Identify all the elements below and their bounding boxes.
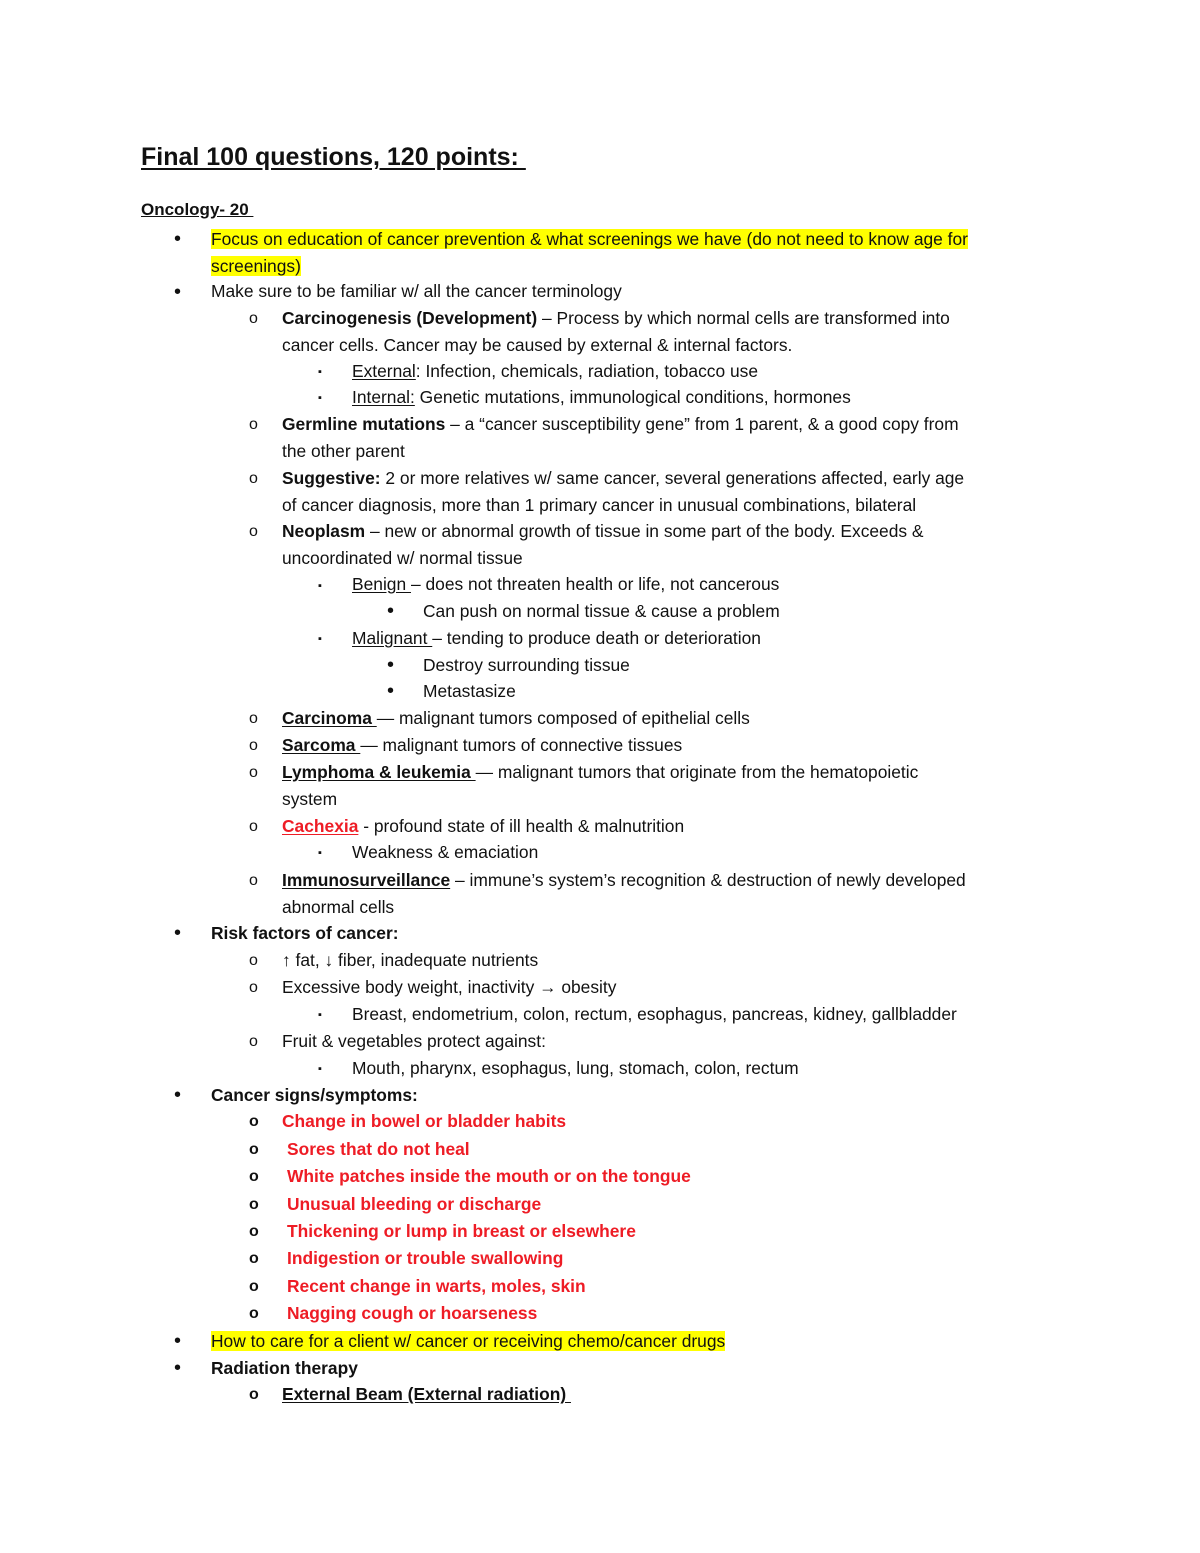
symptom-item: Change in bowel or bladder habits bbox=[282, 1111, 567, 1131]
term-label: Neoplasm bbox=[282, 521, 366, 541]
term-label: External bbox=[352, 361, 416, 381]
risk-item-weight bbox=[282, 975, 616, 999]
term-carcinogenesis-continued: cancer cells. Cancer may be caused by external & internal factors. bbox=[282, 335, 793, 355]
term-immunosurveillance-continued: abnormal cells bbox=[282, 897, 395, 917]
circle-marker: o bbox=[249, 1250, 259, 1267]
term-definition: : Infection, chemicals, radiation, tobacco use bbox=[415, 361, 758, 381]
highlighted-text: How to care for a client w/ cancer or receiving chemo/cancer drugs bbox=[211, 1331, 726, 1351]
list-item-risk-factors: Risk factors of cancer: bbox=[211, 923, 399, 943]
term-definition: – new or abnormal growth of tissue in some part of the body. Exceeds & bbox=[365, 521, 924, 541]
list-item-signs-symptoms: Cancer signs/symptoms: bbox=[211, 1085, 418, 1105]
circle-marker: o bbox=[249, 979, 258, 996]
term-germline bbox=[282, 412, 959, 436]
circle-marker: o bbox=[249, 416, 258, 433]
term-definition: – tending to produce death or deterioration bbox=[432, 628, 761, 648]
sub-item-external bbox=[352, 359, 758, 383]
term-definition: 2 or more relatives w/ same cancer, several generations affected, early age bbox=[380, 468, 965, 488]
circle-marker: o bbox=[249, 1386, 259, 1403]
circle-marker: o bbox=[249, 1278, 259, 1295]
bullet-marker: • bbox=[174, 228, 182, 250]
term-definition: — malignant tumors composed of epithelial cells bbox=[376, 708, 750, 728]
term-definition: — malignant tumors of connective tissues bbox=[360, 735, 683, 755]
term-label: Immunosurveillance bbox=[282, 870, 451, 890]
sub-item-obesity-cancers: Breast, endometrium, colon, rectum, esophagus, pancreas, kidney, gallbladder bbox=[352, 1004, 957, 1024]
bullet-marker: • bbox=[387, 654, 395, 676]
term-label: Internal: bbox=[352, 387, 415, 407]
sub-item-cachexia: Weakness & emaciation bbox=[352, 842, 539, 862]
list-item-focus-continued bbox=[211, 254, 301, 278]
circle-marker: o bbox=[249, 1033, 258, 1050]
term-definition: – Process by which normal cells are transformed into bbox=[537, 308, 950, 328]
radiation-item-external-beam: External Beam (External radiation) bbox=[282, 1384, 571, 1404]
circle-marker: o bbox=[249, 710, 258, 727]
page-title: Final 100 questions, 120 points: bbox=[141, 143, 526, 171]
symptom-item: Sores that do not heal bbox=[287, 1139, 470, 1159]
sub-sub-item-benign: Can push on normal tissue & cause a problem bbox=[423, 601, 780, 621]
circle-marker: o bbox=[249, 1113, 259, 1130]
symptom-item: Nagging cough or hoarseness bbox=[287, 1303, 538, 1323]
term-definition: Genetic mutations, immunological conditions, hormones bbox=[414, 387, 851, 407]
circle-marker: o bbox=[249, 1168, 259, 1185]
bullet-marker: • bbox=[174, 1357, 182, 1379]
list-item-focus bbox=[211, 227, 968, 251]
square-marker: ▪ bbox=[318, 847, 322, 859]
bullet-marker: • bbox=[174, 1330, 182, 1352]
term-definition: – immune’s system’s recognition & destruction of newly developed bbox=[450, 870, 966, 890]
square-marker: ▪ bbox=[318, 1063, 322, 1075]
bullet-marker: • bbox=[174, 281, 182, 303]
symptom-item: Indigestion or trouble swallowing bbox=[287, 1248, 564, 1268]
risk-text: Excessive body weight, inactivity bbox=[282, 977, 540, 997]
term-definition: — malignant tumors that originate from the hematopoietic bbox=[475, 762, 919, 782]
sub-item-malignant bbox=[352, 626, 761, 650]
term-lymphoma bbox=[282, 760, 918, 784]
term-label: Germline mutations bbox=[282, 414, 446, 434]
sub-item-protected-sites: Mouth, pharynx, esophagus, lung, stomach, colon, rectum bbox=[352, 1058, 799, 1078]
term-label: Sarcoma bbox=[282, 735, 361, 755]
bullet-marker: • bbox=[174, 922, 182, 944]
circle-marker: o bbox=[249, 523, 258, 540]
term-neoplasm bbox=[282, 519, 924, 543]
highlighted-text: Focus on education of cancer prevention & what screenings we have (do not need to know age for bbox=[211, 229, 968, 249]
sub-sub-item-destroy: Destroy surrounding tissue bbox=[423, 655, 630, 675]
symptom-item: Unusual bleeding or discharge bbox=[287, 1194, 542, 1214]
term-cachexia bbox=[282, 814, 684, 838]
circle-marker: o bbox=[249, 764, 258, 781]
term-label: Carcinoma bbox=[282, 708, 377, 728]
circle-marker: o bbox=[249, 1141, 259, 1158]
bullet-marker: • bbox=[387, 680, 395, 702]
arrow-right-icon: → bbox=[539, 977, 557, 997]
highlighted-text: screenings) bbox=[211, 256, 301, 276]
circle-marker: o bbox=[249, 737, 258, 754]
circle-marker: o bbox=[249, 1305, 259, 1322]
circle-marker: o bbox=[249, 952, 258, 969]
risk-item-fruit: Fruit & vegetables protect against: bbox=[282, 1031, 546, 1051]
bullet-marker: • bbox=[174, 1084, 182, 1106]
square-marker: ▪ bbox=[318, 392, 322, 404]
term-immunosurveillance bbox=[282, 868, 966, 892]
circle-marker: o bbox=[249, 872, 258, 889]
square-marker: ▪ bbox=[318, 633, 322, 645]
term-label: Carcinogenesis (Development) bbox=[282, 308, 538, 328]
term-carcinoma bbox=[282, 706, 750, 730]
bullet-marker: • bbox=[387, 600, 395, 622]
circle-marker: o bbox=[249, 818, 258, 835]
list-item-care bbox=[211, 1329, 725, 1353]
term-suggestive-continued: of cancer diagnosis, more than 1 primary cancer in unusual combinations, bilateral bbox=[282, 495, 917, 515]
term-definition: – a “cancer susceptibility gene” from 1 parent, & a good copy from bbox=[445, 414, 959, 434]
sub-item-benign bbox=[352, 572, 779, 596]
circle-marker: o bbox=[249, 310, 258, 327]
risk-item-diet: ↑ fat, ↓ fiber, inadequate nutrients bbox=[282, 950, 539, 970]
term-label: Malignant bbox=[352, 628, 433, 648]
term-label: Benign bbox=[352, 574, 411, 594]
term-suggestive bbox=[282, 466, 964, 490]
section-heading-oncology: Oncology- 20 bbox=[141, 200, 254, 219]
term-germline-continued: the other parent bbox=[282, 441, 405, 461]
term-definition: - profound state of ill health & malnutrition bbox=[358, 816, 685, 836]
circle-marker: o bbox=[249, 470, 258, 487]
sub-item-internal bbox=[352, 385, 851, 409]
symptom-item: Recent change in warts, moles, skin bbox=[287, 1276, 586, 1296]
list-item-radiation-therapy: Radiation therapy bbox=[211, 1358, 358, 1378]
circle-marker: o bbox=[249, 1196, 259, 1213]
square-marker: ▪ bbox=[318, 366, 322, 378]
square-marker: ▪ bbox=[318, 1009, 322, 1021]
list-item-terminology: Make sure to be familiar w/ all the cancer terminology bbox=[211, 281, 622, 301]
term-label: Suggestive: bbox=[282, 468, 381, 488]
term-carcinogenesis bbox=[282, 306, 950, 330]
square-marker: ▪ bbox=[318, 580, 322, 592]
term-label: Cachexia bbox=[282, 816, 359, 836]
sub-sub-item-metastasize: Metastasize bbox=[423, 681, 516, 701]
symptom-item: White patches inside the mouth or on the tongue bbox=[287, 1166, 691, 1186]
term-label: Lymphoma & leukemia bbox=[282, 762, 476, 782]
risk-text: obesity bbox=[556, 977, 617, 997]
term-sarcoma bbox=[282, 733, 682, 757]
circle-marker: o bbox=[249, 1223, 259, 1240]
symptom-item: Thickening or lump in breast or elsewhere bbox=[287, 1221, 636, 1241]
term-neoplasm-continued: uncoordinated w/ normal tissue bbox=[282, 548, 523, 568]
term-lymphoma-continued: system bbox=[282, 789, 338, 809]
term-definition: – does not threaten health or life, not cancerous bbox=[410, 574, 780, 594]
